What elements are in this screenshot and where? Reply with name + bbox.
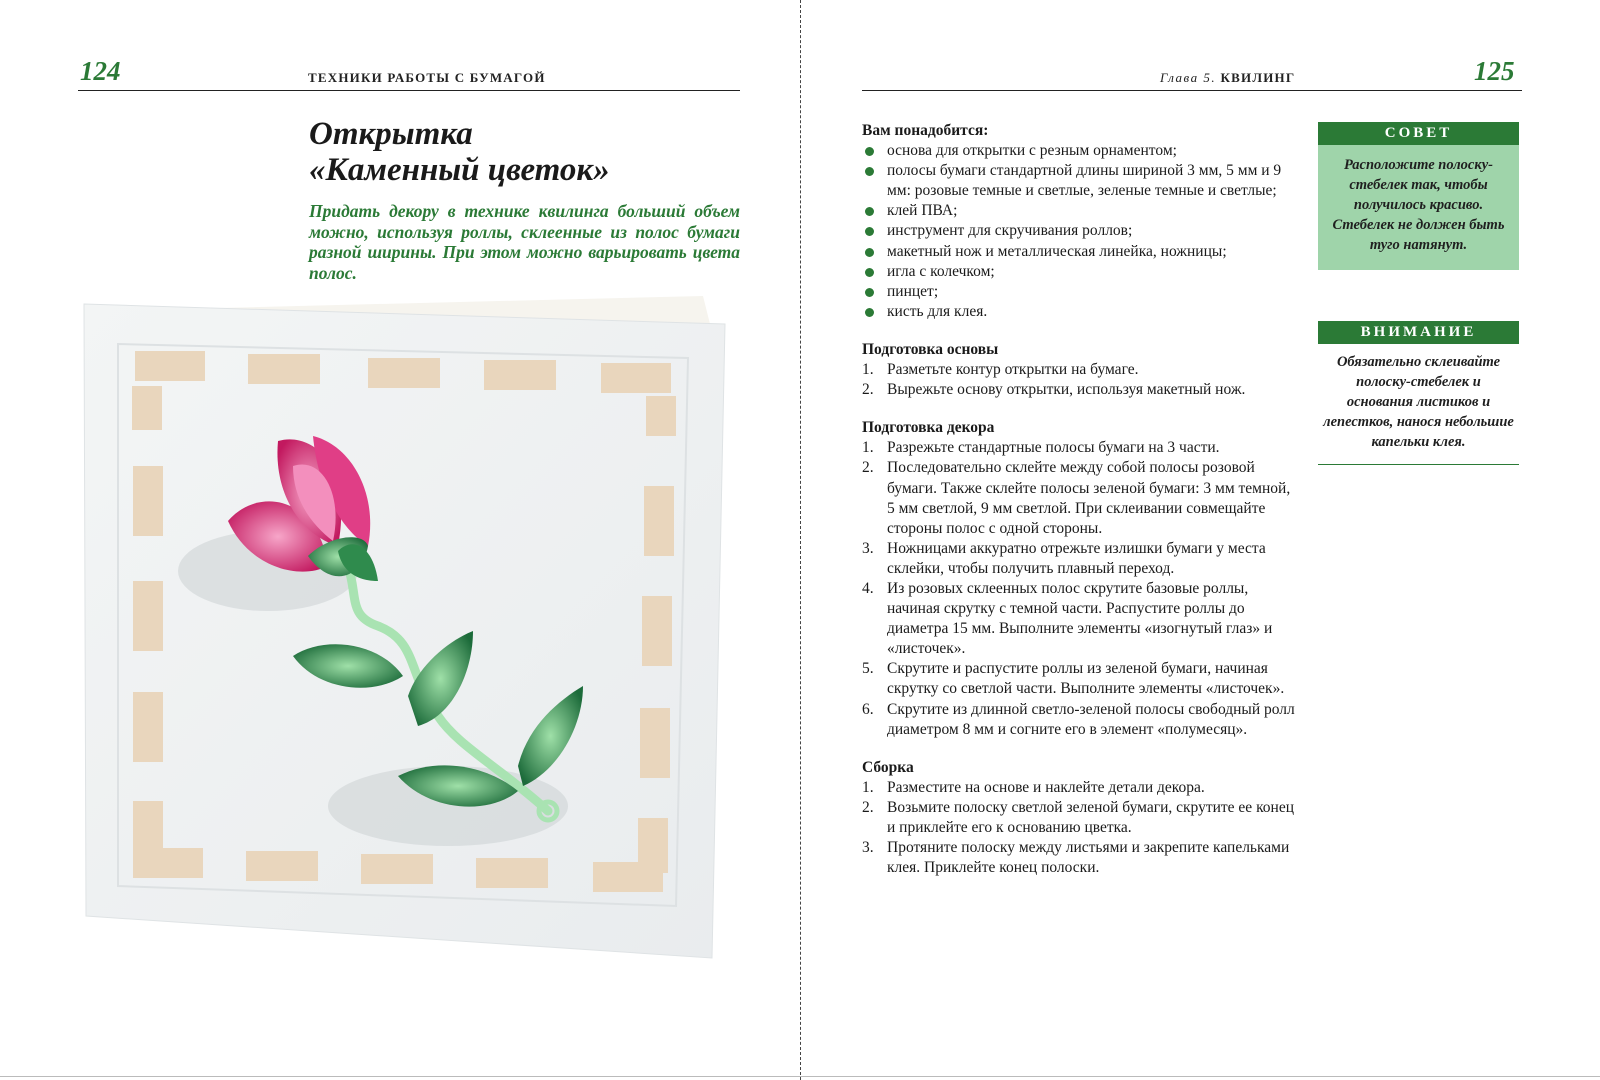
right-header-rule xyxy=(862,90,1522,91)
title-line-2: «Каменный цветок» xyxy=(309,152,610,188)
decor-prep-title: Подготовка декора xyxy=(862,419,995,437)
list-item: 2. Последовательно склейте между собой полосы розовой бумаги. Также склейте полосы зеленой бумаги: 3 мм темной, 5 мм светлой, 9 мм светлой. При склеивании совмещайте стороны полос с одной стороны. xyxy=(862,459,1291,537)
list-item: 1. Разместите на основе и наклейте детали декора. xyxy=(862,778,1205,796)
left-header-rule xyxy=(78,90,740,91)
title-line-1: Открытка xyxy=(309,116,473,152)
list-item: клей ПВА; xyxy=(862,201,1297,221)
left-page-number: 124 xyxy=(80,56,121,86)
tip-box xyxy=(1318,122,1519,270)
base-prep-steps xyxy=(862,360,1297,400)
tip-heading: СОВЕТ xyxy=(1318,122,1519,145)
assembly-title: Сборка xyxy=(862,758,914,776)
list-item: основа для открытки с резным орнаментом; xyxy=(862,141,1297,161)
left-running-head: ТЕХНИКИ РАБОТЫ С БУМАГОЙ xyxy=(308,70,546,85)
article-title xyxy=(309,116,749,188)
list-item: 6. Скрутите из длинной светло-зеленой полосы свободный ролл диаметром 8 мм и согните его в элемент «полумесяц». xyxy=(862,700,1295,738)
running-head-title: КВИЛИНГ xyxy=(1220,70,1296,85)
list-item: инструмент для скручивания роллов; xyxy=(862,221,1297,241)
materials-list xyxy=(862,141,1297,322)
right-page-number: 125 xyxy=(1474,56,1515,86)
list-item: 1. Разрежьте стандартные полосы бумаги на 3 части. xyxy=(862,439,1220,457)
list-item: 3. Ножницами аккуратно отрежьте излишки бумаги у места склейки, чтобы получить плавный переход. xyxy=(862,539,1266,577)
running-head-chapter: Глава 5. xyxy=(1160,70,1217,85)
list-item: 5. Скрутите и распустите роллы из зеленой бумаги, начиная скрутку со светлой части. Выполните элементы «листочек». xyxy=(862,660,1285,698)
list-item: кисть для клея. xyxy=(862,302,1297,322)
quilling-card-photo xyxy=(78,296,738,976)
list-item: 4. Из розовых склеенных полос скрутите базовые роллы, начиная скрутку с темной части. Распустите роллы до диаметра 15 мм. Выполните элементы «изогнутый глаз» и «листочек». xyxy=(862,579,1273,658)
warning-text: Обязательно склеивайте полоску-стебелек и основания листиков и лепестков, нанося небольшие капельки клея. xyxy=(1318,344,1519,465)
list-item: 2. Вырежьте основу открытки, используя макетный нож. xyxy=(862,381,1246,399)
list-item: макетный нож и металлическая линейка, ножницы; xyxy=(862,242,1297,262)
list-item: 2. Возьмите полоску светлой зеленой бумаги, скрутите ее конец и приклейте его к основанию цветка. xyxy=(862,798,1295,836)
materials-title: Вам понадобится: xyxy=(862,122,989,139)
lead-paragraph: Придать декору в технике квилинга больший объем можно, используя роллы, склеенные из полос бумаги разной ширины. При этом можно варьировать цвета полос. xyxy=(309,201,740,283)
tip-text: Расположите полоску-стебелек так, чтобы получилось красиво. Стебелек не должен быть туго натянут. xyxy=(1318,145,1519,270)
book-spine-divider xyxy=(800,0,801,1080)
base-prep-title: Подготовка основы xyxy=(862,340,999,358)
assembly-steps xyxy=(862,778,1297,878)
list-item: игла с колечком; xyxy=(862,262,1297,282)
list-item: 1. Разметьте контур открытки на бумаге. xyxy=(862,361,1139,379)
warning-heading: ВНИМАНИЕ xyxy=(1318,321,1519,344)
list-item: пинцет; xyxy=(862,282,1297,302)
right-running-head xyxy=(1160,70,1295,86)
list-item: полосы бумаги стандартной длины шириной 3 мм, 5 мм и 9 мм: розовые темные и светлые, зеленые темные и светлые; xyxy=(862,161,1297,201)
page-bottom-edge xyxy=(0,1076,1600,1077)
list-item: 3. Протяните полоску между листьями и закрепите капельками клея. Приклейте конец полоски. xyxy=(862,839,1290,877)
warning-box xyxy=(1318,321,1519,465)
instructions-body xyxy=(862,121,1297,878)
decor-prep-steps xyxy=(862,438,1297,739)
